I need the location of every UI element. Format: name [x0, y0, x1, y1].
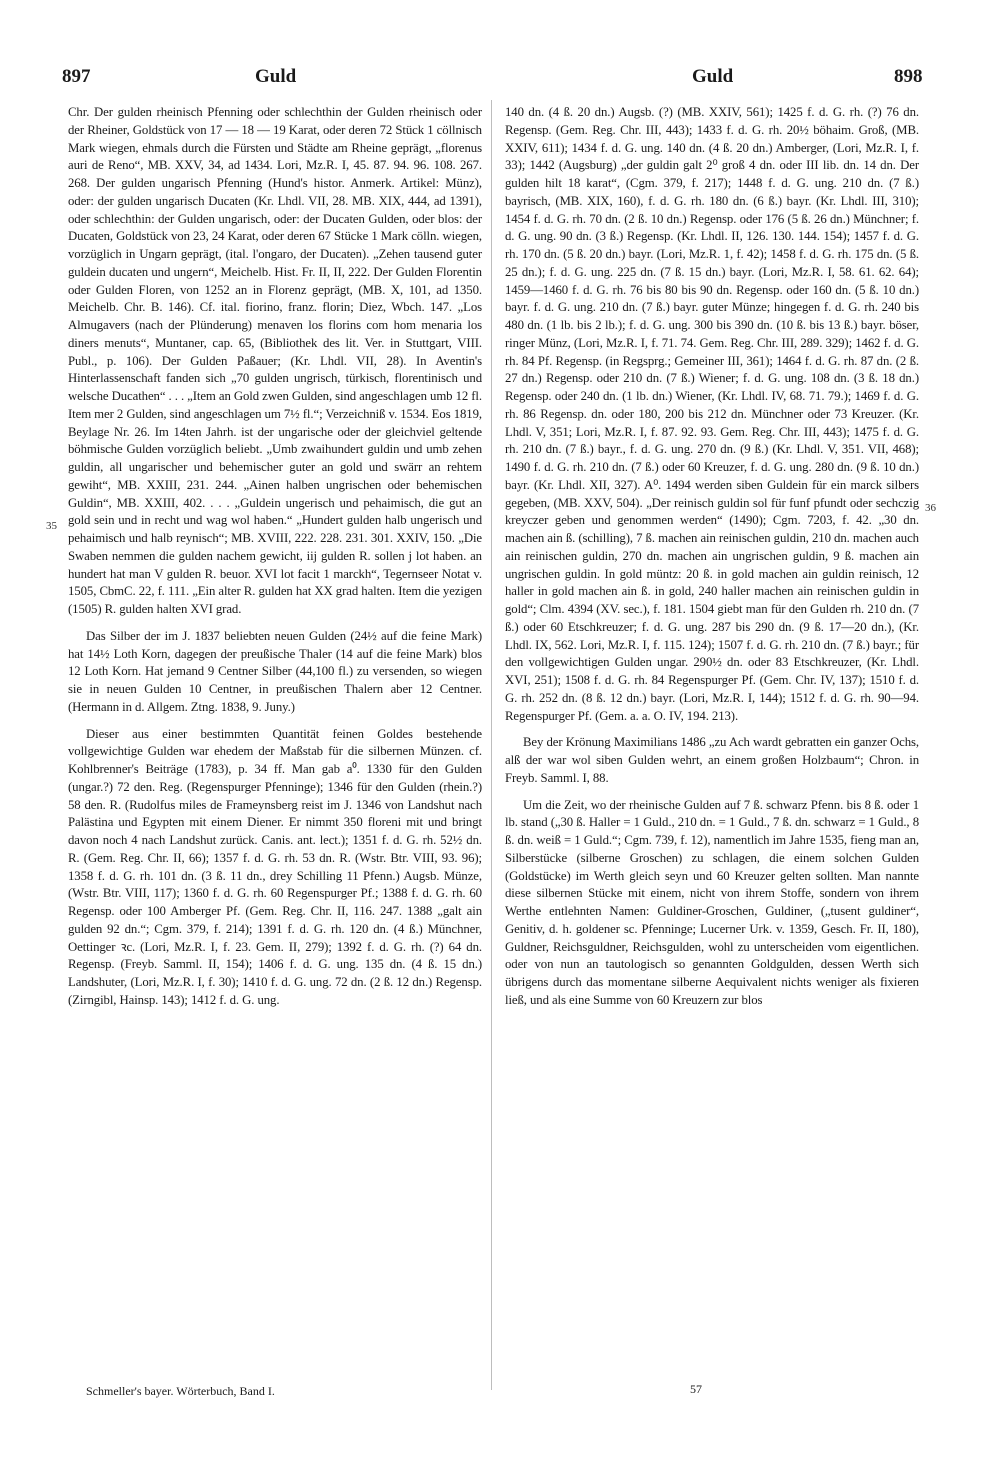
left-paragraph-2: Das Silber der im J. 1837 beliebten neuen Gulden (24½ auf die feine Mark) hat 14½ Loth Korn, dagegen der preußische Thaler (14 auf die feine Mark) blos 12 Loth Korn. Hat jemand 9 Centner Silber (44,100 fl.) zu versenden, so wiegen sie in neuen Gulden 10 Centner, in preußischen Thalern aber 12 Centner. (Hermann in d. Allgem. Ztng. 1838, 9. Juny.)	[68, 628, 482, 714]
left-paragraph-3: Dieser aus einer bestimmten Quantität feinen Goldes bestehende vollgewichtige Gulden war ehedem der Maßstab für die silbernen Münzen. cf. Kohlbrenner's Beiträge (1783), p. 34 ff. Man gab a⁰. 1330 für den Gulden (ungar.?) 72 den. Reg. (Regenspurger Pfenninge); 1346 für den Gulden (rhein.?) 58 den. R. (Rudolfus miles de Frameynsberg reist im J. 1346 von Landshut nach Palästina und Egypten mit einem Diener. Er nimmt 350 floreni mit und bringt davon noch 4 nach Landshut zurück. Canis. ant. lect.); 1351 f. d. G. rh. 52½ dn. R. (Gem. Reg. Chr. II, 66); 1357 f. d. G. rh. 53 dn. R. (Wstr. Btr. VIII, 93. 96); 1358 f. d. G. rh. 101 dn. (3 ß. 11 dn., drey Schilling 11 Pfenn.) Augsb. Münze, (Wstr. Btr. VIII, 117); 1360 f. d. G. rh. 60 Regenspurger Pf.; 1388 f. d. G. rh. 60 Regensp. oder 100 Amberger Pf. (Gem. Reg. Chr. II, 116. 247. 1388 „galt ain gulden 92 dn.“; Cgm. 379, f. 214); 1391 f. d. G. rh. 120 dn. (4 ß.) Münchner, Oettinger ꝛc. (Lori, Mz.R. I, f. 23. Gem. II, 279); 1392 f. d. G. rh. (?) 64 dn. Regensp. (Freyb. Samml. II, 154); 1406 f. d. G. ung. 135 dn. (4 ß. 15 dn.) Landshuter, (Lori, Mz.R. I, f. 30); 1410 f. d. G. ung. 72 dn. (2 ß. 12 dn.) Regensp. (Zirngibl, Hainsp. 143); 1412 f. d. G. ung.	[68, 726, 482, 1007]
left-column	[68, 104, 482, 1010]
footer-signature: Schmeller's bayer. Wörterbuch, Band I.	[86, 1384, 275, 1398]
right-paragraph-1: 140 dn. (4 ß. 20 dn.) Augsb. (?) (MB. XXIV, 561); 1425 f. d. G. rh. (?) 76 dn. Regensp. (Gem. Reg. Chr. III, 443); 1433 f. d. G. rh. 20½ böhaim. Groß, (MB. XXIV, 611); 1434 f. d. G. ung. 140 dn. (4 ß. 20 dn.) Amberger, (Lori, Mz.R. I, f. 33); 1442 (Augsburg) „der guldin galt 2⁰ groß 4 dn. oder III lib. dn. 14 dn. Der gulden hilt 18 karat“, (Cgm. 379, f. 217); 1448 f. d. G. ung. 210 dn. (7 ß.) bayrisch, (MB. XIX, 160), f. d. G. rh. 180 dn. (6 ß.) bayr. (Kr. Lhdl. III, 310); 1454 f. d. G. rh. 70 dn. (2 ß. 10 dn.) Regensp. oder 176 (5 ß. 26 dn.) Münchner; f. d. G. ung. 90 dn. (3 ß.) Regensp. (Kr. Lhdl. II, 126. 130. 144. 154); 1457 f. d. G. rh. 170 dn. (5 ß. 20 dn.) bayr. (Lori, Mz.R. 1, f. 42); 1458 f. d. G. rh. 175 dn. (5 ß. 25 dn.); f. d. G. ung. 225 dn. (7 ß. 15 dn.) bayr. (Lori, Mz.R. I, 58. 61. 62. 64); 1459—1460 f. d. G. rh. 76 bis 80 bis 90 dn. Regensp. oder 160 dn. (5 ß. 10 dn.) bayr. f. d. G. ung. 210 dn. (7 ß.) bayr. guter Münze; hingegen f. d. G. rh. 240 bis 480 dn. (1 lb. bis 2 lb.); f. d. G. ung. 300 bis 390 dn. (10 ß. bis 13 ß.) bayr. böser, ringer Münz, (Lori, Mz.R. I, f. 71. 74. Gem. Reg. Chr. III, 289. 329); 1462 f. d. G. rh. 84 Pf. Regensp. (in Regsprg.; Gemeiner III, 361); 1464 f. d. G. rh. 87 dn. (2 ß. 27 dn.) Regensp. oder 210 dn. (7 ß.) Wiener; f. d. G. ung. 108 dn. (3 ß. 18 dn.) Regensp. oder 240 dn. (1 lb. dn.) Wiener, (Kr. Lhdl. IV, 68. 71. 79.); 1469 f. d. G. rh. 86 Regensp. dn. oder 180, 200 bis 212 dn. Münchner oder 73 Kreuzer. (Kr. Lhdl. V, 351; Lori, Mz.R. I, f. 87. 92. 93. Gem. Reg. Chr. III, 443); 1475 f. d. G. rh. 210 dn. (7 ß.) bayr., f. d. G. ung. 270 dn. (9 ß.) (Kr. Lhdl. V, 351. VII, 468); 1490 f. d. G. rh. 210 dn. (7 ß.) oder 60 Kreuzer, f. d. G. ung. 280 dn. (9 ß. 10 dn.) bayr. (Kr. Lhdl. XII, 327). A⁰. 1494 werden siben Guldein für ein marck silbers gegeben, (MB. XXV, 504). „Der reinisch guldin sol für funf pfundt oder sechczig kreyczer geben und genommen werden“ (1490); Cgm. 7203, f. 42. „30 dn. machen ain ß. (schilling), 7 ß. machen ain reinischen guldin, 210 dn. machen auch ain reinischen guldin, 270 dn. machen ain ungrischen guldin, 9 ß. machen ain ungrischen guldin. In gold müntz: 20 ß. in gold machen ain guldin reinisch, 12 haller in gold machen ain ß. in gold, 240 haller machen ain reinischen guldin in gold“; Clm. 4394 (XV. sec.), f. 181. 1504 giebt man für den Gulden rh. 210 dn. (7 ß.) oder 60 Etschkreuzer; f. d. G. ung. 287 bis 290 dn. (9 ß. 17—20 dn.), (Kr. Lhdl. IX, 562. Lori, Mz.R. I, f. 115. 124); 1507 f. d. G. rh. 210 dn. (7 ß.) bayr.; für den vollgewichtigen Gulden ungar. 290½ dn. oder 83 Etschkreuzer, (Kr. Lhdl. XVI, 251); 1508 f. d. G. rh. 84 Regenspurger Pf. (Gem. Chr. IV, 137); 1510 f. d. G. rh. 252 dn. (8 ß. 12 dn.) bayr. (Lori, Mz.R. I, 144); 1512 f. d. G. rh. 90—94. Regenspurger Pf. (Gem. a. a. O. IV, 194. 213).	[505, 105, 919, 723]
right-column	[505, 104, 919, 1010]
left-page-number: 897	[62, 66, 91, 87]
right-page-number: 898	[894, 66, 923, 87]
left-headword: Guld	[255, 66, 297, 87]
column-divider	[491, 100, 492, 1390]
footer-sheet-number: 57	[690, 1382, 702, 1396]
left-paragraph-1: Chr. Der gulden rheinisch Pfenning oder schlechthin der Gulden rheinisch oder der Rheiner, Goldstück von 17 — 18 — 19 Karat, oder deren 72 Stück 1 cöllnisch Mark wiegen, ehmals durch die Fürsten und Städte am Rheine geprägt, „florenus auri de Reno“, MB. XXV, 34, ad 1434. Lori, Mz.R. I, 45. 87. 94. 96. 108. 267. 268. Der gulden ungarisch Pfenning (Hund's histor. Anmerk. Artikel: Münz), oder: der gulden ungarisch Ducaten (Kr. Lhdl. VII, 28. MB. XIX, 444, ad 1391), oder schlechthin: der Gulden ungarisch, oder: der Ducaten Gulden, oder blos: der Ducaten, Goldstück von 23, 24 Karat, oder deren 67 Stücke 1 Mark cölln. wiegen, vorzüglich in Ungarn geprägt, (ital. l'ongaro, der Ducaten). „Zehen tausend guter guldein ducaten und ungern“, Meichelb. Hist. Fr. II, II, 222. Der Gulden Florentin oder Gulden Floren, von 1252 an in Florenz geprägt, (MB. X, 101, ad 1350. Meichelb. Chr. B. 146). Cf. ital. fiorino, franz. florin; Diez, Wbch. 147. „Los Almugavers (nach der Plünderung) menaven los florins com hom menaria los diners menuts“, Muntaner, cap. 65, (Bibliothek des lit. Ver. in Stuttgart, VIII. Publ., p. 106). Der Gulden Paßauer; (Kr. Lhdl. VII, 28). In Aventin's Hinterlassenschaft fanden sich „70 gulden ungrisch, türkisch, florentinisch und welsche Ducathen“ . . . „Item an Gold zwen Gulden, sind angeschlagen umb 12 fl. Item mer 2 Gulden, sind angeschlagen um 7½ fl.“; Verzeichniß v. 1534. Eos 1819, Beylage Nr. 26. Im 14ten Jahrh. ist der ungarische oder der gleichviel geltende böhmische Gulden vorzüglich beliebt. „Umb zwaihundert guldin und umb zehen guldin, all ungarischer und behemischer guter an gold und swärr an rehtem gewiht“, MB. XXIII, 231. 244. „Ainen halben ungrischen oder behemischen Guldin“, MB. XXIII, 402. . . . „Guldein ungerisch und pehaimisch, die gut an gold sein und in recht und wag wol haben.“ „Hundert gulden halb ungerisch und pehaimisch und halb reynisch“; MB. XVIII, 222. 228. 231. 301. XXIV, 150. „Die Swaben nemmen die gulden nachem gewicht, iij gulden R. sollen j lot haben. an hundert hat man V gulden R. beuor. XVI lot facit 1 marckh“, Tegernseer Notat v. 1505, CbmC. 22, f. 111. „Ein alter R. gulden hat XX grad halten. Item die yezigen (1505) R. gulden halten XVI grad.	[68, 105, 482, 616]
right-headword: Guld	[692, 66, 734, 87]
right-paragraph-2: Bey der Krönung Maximilians 1486 „zu Ach wardt gebratten ein ganzer Ochs, alß der war wol siben Gulden wehrt, an einem großen Holzbaum“; Chron. in Freyb. Samml. I, 88.	[505, 735, 919, 785]
right-paragraph-3: Um die Zeit, wo der rheinische Gulden auf 7 ß. schwarz Pfenn. bis 8 ß. oder 1 lb. stand („30 ß. Haller = 1 Guld., 210 dn. = 1 Guld., 7 ß. dn. schwarz = 1 Guld., 8 ß. dn. weiß = 1 Guld.“; Cgm. 739, f. 12), namentlich im Jahre 1535, fieng man an, Silberstücke (silberne Groschen) zu schlagen, die einem solchen Gulden (Goldstücke) im Werth gleich seyn und 60 Kreuzer gelten sollten. Man nannte diese silbernen Stücke mit einem, nicht von ihrem Stoffe, sondern von ihrem Werthe entlehnten Namen: Guldiner-Groschen, Guldiner, („tusent guldiner“, Genitiv, d. h. goldener sc. Pfenninge; Lucerner Urk. v. 1359, Gesch. Fr. II, 180), Guldner, Reichsguldner, Reichsgulden, wohl zu unterscheiden vom eigentlichen. oder von nun an tautologisch so genannten Goldgulden, dessen Werth sich übrigens durch das momentane silberne Aequivalent nichts weniger als fixieren ließ, und als eine Summe von 60 Kreuzern zur blos	[505, 797, 919, 1007]
margin-number-right: 36	[925, 502, 936, 514]
margin-number-left: 35	[46, 520, 57, 532]
